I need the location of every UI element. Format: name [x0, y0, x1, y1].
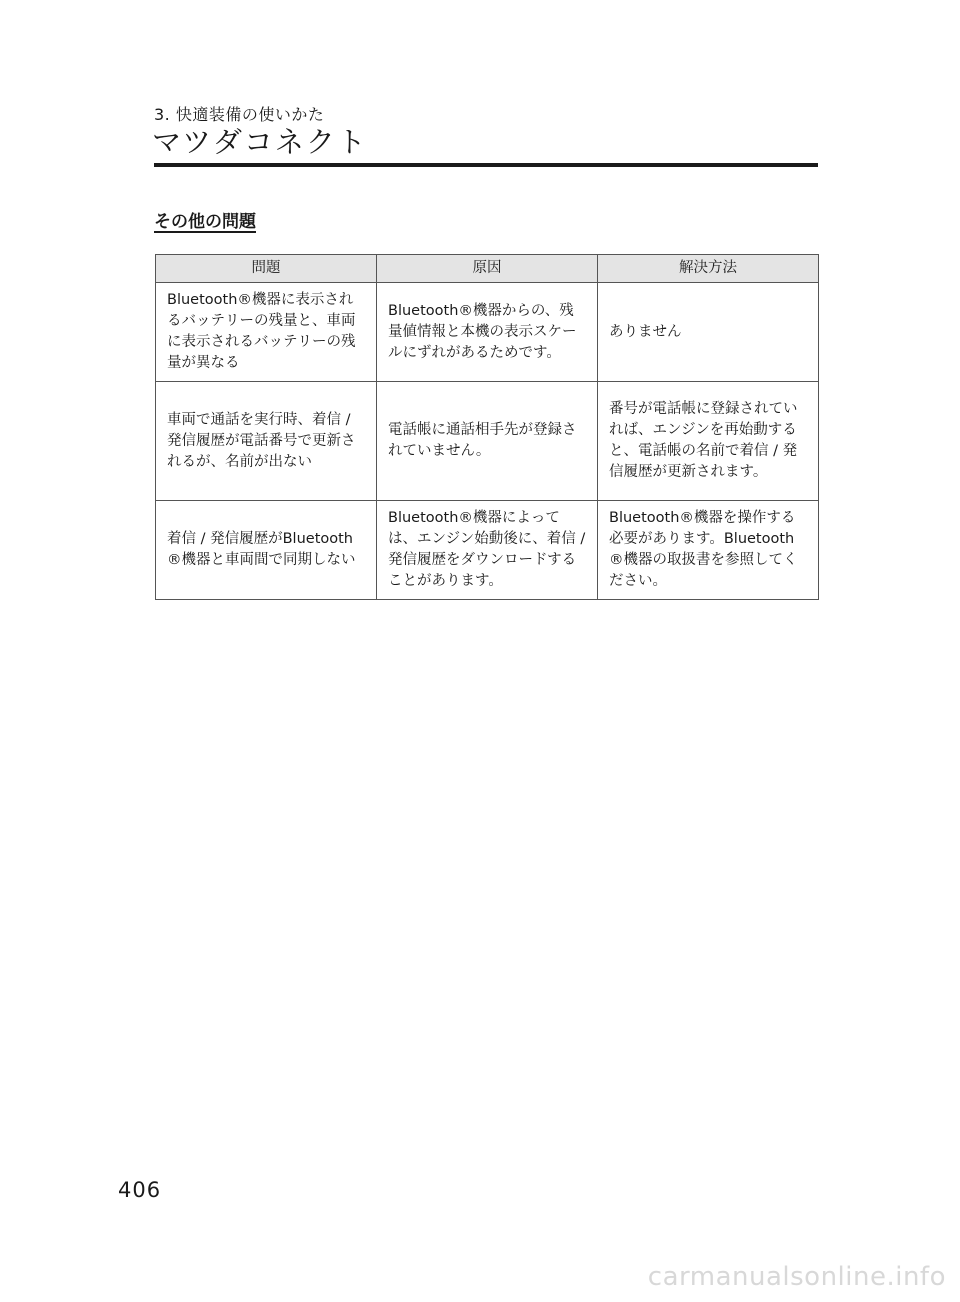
table-row — [156, 501, 819, 600]
problem-cell: 車両で通話を実行時、着信 / 発信履歴が電話番号で更新されるが、名前が出ない — [156, 382, 377, 501]
header-rule — [154, 163, 818, 167]
solution-cell: ありません — [598, 283, 819, 382]
solution-cell: Bluetooth®機器を操作する必要があります。Bluetooth®機器の取扱書を参照してください。 — [598, 501, 819, 600]
cause-cell: Bluetooth®機器によっては、エンジン始動後に、着信 / 発信履歴をダウンロードすることがあります。 — [377, 501, 598, 600]
table-row — [156, 382, 819, 501]
problem-cell: Bluetooth®機器に表示されるバッテリーの残量と、車両に表示されるバッテリーの残量が異なる — [156, 283, 377, 382]
table-header-row — [156, 255, 819, 283]
column-header-problem: 問題 — [156, 255, 377, 283]
section-heading: その他の問題 — [154, 212, 256, 232]
page-number: 406 — [118, 1178, 162, 1202]
table-row — [156, 283, 819, 382]
troubleshooting-table — [155, 254, 819, 600]
problem-cell: 着信 / 発信履歴がBluetooth®機器と車両間で同期しない — [156, 501, 377, 600]
cause-cell: Bluetooth®機器からの、残量値情報と本機の表示スケールにずれがあるためです。 — [377, 283, 598, 382]
watermark: carmanualsonline.info — [647, 1262, 946, 1292]
column-header-solution: 解決方法 — [598, 255, 819, 283]
cause-cell: 電話帳に通話相手先が登録されていません。 — [377, 382, 598, 501]
chapter-label: 3. 快適装備の使いかた — [154, 105, 325, 124]
column-header-cause: 原因 — [377, 255, 598, 283]
solution-cell: 番号が電話帳に登録されていれば、エンジンを再始動すると、電話帳の名前で着信 / 発信履歴が更新されます。 — [598, 382, 819, 501]
chapter-title: マツダコネクト — [152, 125, 368, 159]
